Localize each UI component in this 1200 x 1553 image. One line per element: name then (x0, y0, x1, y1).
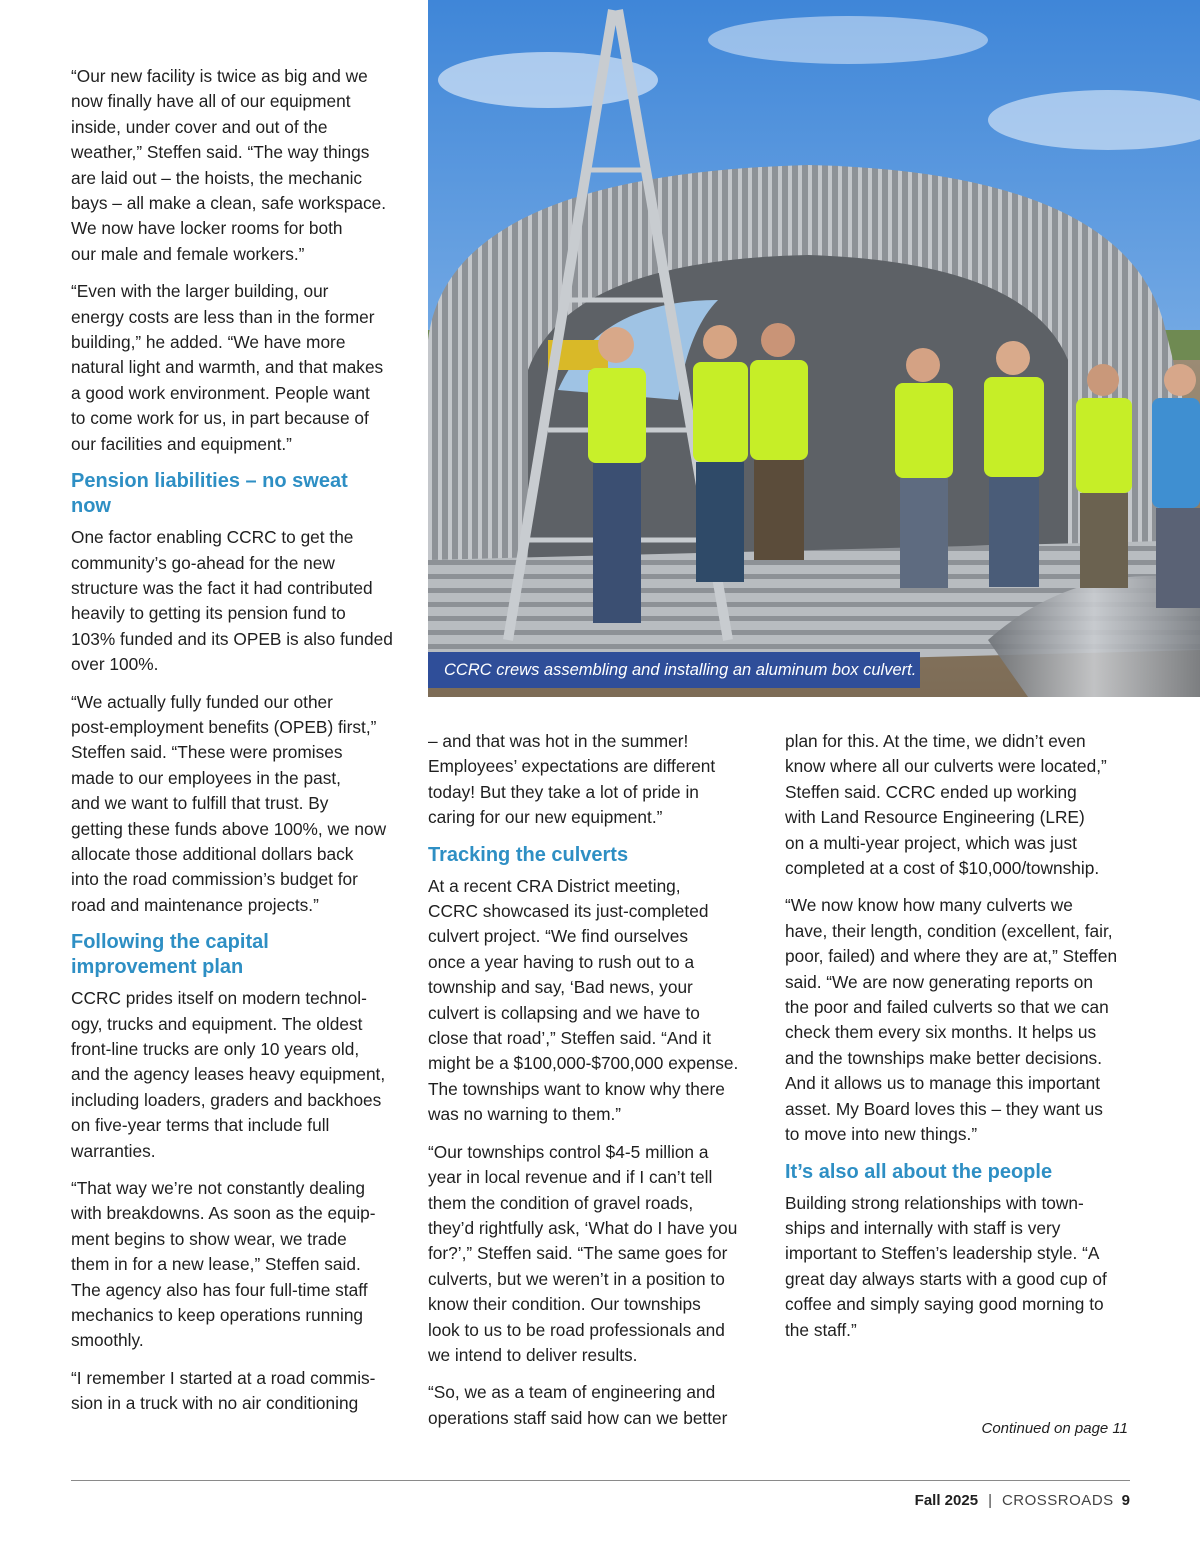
paragraph: plan for this. At the time, we didn’t even know where all our culverts were located,” Steffen said. CCRC ended up working with Land Resource Engineering (LRE) on a multi-year project, which was just completed at a cost of $10,000/township. (785, 731, 1107, 879)
paragraph: Building strong relationships with town- ships and internally with staff is very important to Steffen’s leadership style. “A great day always starts with a good cup of coffee and simply saying good morning to the staff.” (785, 1192, 1107, 1340)
paragraph: “I remember I started at a road commis- sion in a truck with no air conditioning (71, 1367, 376, 1414)
paragraph: “Even with the larger building, our energy costs are less than in the former building,” he added. “We have more natural light and warmth, and that makes a good work environment. People want to come work for us, in part because of our facilities and equipment.” (71, 281, 384, 454)
culvert-crew-photo (428, 0, 1200, 697)
paragraph: One factor enabling CCRC to get the community’s go-ahead for the new structure was the fact it had contributed heavily to getting its pension fund to 103% funded and its OPEB is also funded over 100%. (71, 527, 393, 675)
section-heading: Following the capital improvement plan (71, 931, 269, 979)
continued-note: Continued on page 11 (981, 1420, 1128, 1437)
paragraph: “That way we’re not constantly dealing with breakdowns. As soon as the equip- ment begins to show wear, we trade them in for a new lease,” Steffen said. The agency also has four full-time staff mechanics to keep operations running smoothly. (71, 1178, 376, 1351)
section-heading: Pension liabilities – no sweat now (71, 470, 348, 518)
middle-column (428, 729, 758, 1443)
paragraph: “We now know how many culverts we have, their length, condition (excellent, fair, poor, failed) and where they are at,” Steffen said. “We are now generating reports on the poor and failed culverts so that we can check them every six months. It helps us and the townships make better decisions. And it allows us to manage this important asset. My Board loves this – they want us to move into new things.” (785, 895, 1118, 1145)
left-column (71, 64, 401, 1429)
issue-label: Fall 2025 (914, 1492, 979, 1509)
paragraph: “We actually fully funded our other post-employment benefits (OPEB) first,” Steffen said. “These were promises made to our employees in the past, and we want to fulfill that trust. By getting these funds above 100%, we now allocate those additional dollars back into the road commission’s budget for road and maintenance projects.” (71, 691, 387, 915)
footer-separator: | (988, 1492, 992, 1509)
paragraph: “So, we as a team of engineering and operations staff said how can we better (428, 1382, 728, 1428)
page-footer (915, 1492, 1130, 1509)
right-column (785, 729, 1140, 1355)
section-heading: It’s also all about the people (785, 1160, 1053, 1183)
paragraph: CCRC prides itself on modern technol- ogy, trucks and equipment. The oldest front-line trucks are only 10 years old, and the agency leases heavy equipment, including loaders, graders and backhoes on five-year terms that include full warranties. (71, 988, 386, 1161)
publication-name: CROSSROADS (1001, 1492, 1114, 1509)
paragraph: “Our new facility is twice as big and we now finally have all of our equipment inside, under cover and out of the weather,” Steffen said. “The way things are laid out – the hoists, the mechanic bays – all make a clean, safe workspace. We now have locker rooms for both our male and female workers.” (71, 66, 387, 264)
page-number: 9 (1121, 1492, 1130, 1509)
photo-caption: CCRC crews assembling and installing an aluminum box culvert. (428, 652, 920, 688)
section-heading: Tracking the culverts (428, 843, 629, 866)
footer-divider (71, 1480, 1130, 1481)
paragraph: At a recent CRA District meeting, CCRC showcased its just-completed culvert project. “We find ourselves once a year having to rush out to a township and say, ‘Bad news, your culvert is collapsing and we have to close that road’,” Steffen said. “And it might be a $100,000-$700,000 expense. The townships want to know why there was no warning to them.” (428, 875, 739, 1125)
paragraph: “Our townships control $4-5 million a year in local revenue and if I can’t tell them the condition of gravel roads, they’d rightfully ask, ‘What do I have you for?’,” Steffen said. “The same goes for culverts, but we weren’t in a position to know their condition. Our townships look to us to be road professionals and we intend to deliver results. (428, 1141, 738, 1365)
paragraph: – and that was hot in the summer! Employees’ expectations are different today! But they take a lot of pride in caring for our new equipment.” (428, 731, 716, 828)
